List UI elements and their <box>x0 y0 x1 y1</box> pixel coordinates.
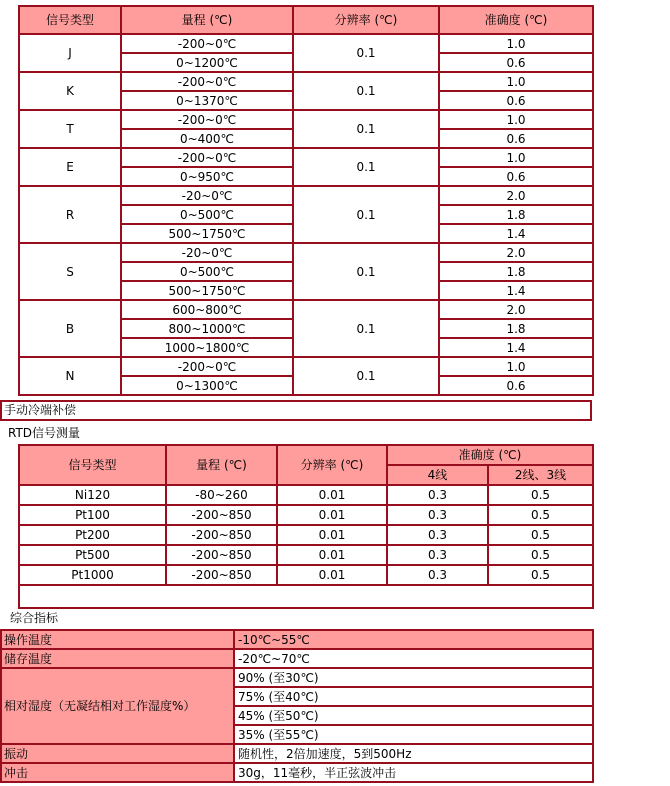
signal-type-cell: Pt200 <box>19 525 166 545</box>
resolution-cell: 0.1 <box>293 357 439 395</box>
range-cell: 500~1750℃ <box>121 224 293 243</box>
table-row <box>19 72 593 91</box>
spec-value-cell: 45% (至50℃) <box>234 706 593 725</box>
accuracy-4wire-cell: 0.3 <box>387 525 488 545</box>
table-header-row <box>19 6 593 34</box>
range-cell: -200~850 <box>166 525 277 545</box>
table-row <box>19 525 593 545</box>
accuracy-cell: 1.4 <box>439 281 593 300</box>
spec-value-cell: 随机性，2倍加速度，5到500Hz <box>234 744 593 763</box>
range-cell: 600~800℃ <box>121 300 293 319</box>
table-row <box>1 668 593 687</box>
accuracy-4wire-cell: 0.3 <box>387 505 488 525</box>
rtd-spec-table <box>18 444 594 609</box>
table-row <box>19 505 593 525</box>
accuracy-2-3wire-cell: 0.5 <box>488 565 593 585</box>
accuracy-cell: 1.8 <box>439 262 593 281</box>
accuracy-cell: 2.0 <box>439 243 593 262</box>
signal-type-cell: S <box>19 243 121 300</box>
range-cell: 0~1200℃ <box>121 53 293 72</box>
signal-type-cell: J <box>19 34 121 72</box>
accuracy-cell: 0.6 <box>439 91 593 110</box>
range-cell: -200~0℃ <box>121 72 293 91</box>
accuracy-cell: 1.0 <box>439 357 593 376</box>
range-cell: 0~950℃ <box>121 167 293 186</box>
table-row <box>1 649 593 668</box>
resolution-cell: 0.01 <box>277 485 387 505</box>
general-spec-table <box>0 629 594 783</box>
signal-type-cell: Pt500 <box>19 545 166 565</box>
accuracy-cell: 1.8 <box>439 205 593 224</box>
spec-label-cell: 冲击 <box>1 763 234 782</box>
table-row <box>1 744 593 763</box>
accuracy-cell: 1.0 <box>439 148 593 167</box>
manual-cjc-row: 手动冷端补偿 <box>0 400 592 421</box>
range-cell: 0~1300℃ <box>121 376 293 395</box>
signal-type-cell: B <box>19 300 121 357</box>
table-row <box>1 763 593 782</box>
accuracy-cell: 1.0 <box>439 34 593 53</box>
signal-type-cell: N <box>19 357 121 395</box>
resolution-cell: 0.1 <box>293 300 439 357</box>
range-cell: 0~500℃ <box>121 262 293 281</box>
signal-type-cell: T <box>19 110 121 148</box>
range-cell: -200~850 <box>166 545 277 565</box>
resolution-cell: 0.1 <box>293 148 439 186</box>
resolution-cell: 0.1 <box>293 186 439 243</box>
resolution-cell: 0.1 <box>293 110 439 148</box>
accuracy-2-3wire-cell: 0.5 <box>488 545 593 565</box>
table-row <box>19 148 593 167</box>
signal-type-cell: E <box>19 148 121 186</box>
table-header-row <box>19 445 593 465</box>
range-cell: -200~0℃ <box>121 110 293 129</box>
general-section-title: 综合指标 <box>10 611 59 625</box>
header-4wire: 4线 <box>387 465 488 485</box>
accuracy-cell: 1.0 <box>439 110 593 129</box>
header-accuracy: 准确度 (℃) <box>439 6 593 34</box>
empty-row <box>19 585 593 608</box>
table-row <box>1 630 593 649</box>
range-cell: -80~260 <box>166 485 277 505</box>
range-cell: -200~0℃ <box>121 357 293 376</box>
resolution-cell: 0.1 <box>293 243 439 300</box>
accuracy-2-3wire-cell: 0.5 <box>488 525 593 545</box>
accuracy-cell: 0.6 <box>439 129 593 148</box>
table-row <box>19 485 593 505</box>
accuracy-2-3wire-cell: 0.5 <box>488 485 593 505</box>
header-resolution: 分辨率 (℃) <box>277 445 387 485</box>
signal-type-cell: Ni120 <box>19 485 166 505</box>
range-cell: -20~0℃ <box>121 186 293 205</box>
spec-value-cell: 35% (至55℃) <box>234 725 593 744</box>
header-signal-type: 信号类型 <box>19 445 166 485</box>
signal-type-cell: Pt100 <box>19 505 166 525</box>
spec-value-cell: 75% (至40℃) <box>234 687 593 706</box>
header-range: 量程 (℃) <box>166 445 277 485</box>
signal-type-cell: K <box>19 72 121 110</box>
table-row <box>19 34 593 53</box>
range-cell: -200~850 <box>166 565 277 585</box>
spec-label-cell: 相对湿度（无凝结相对工作湿度%） <box>1 668 234 744</box>
table-row <box>19 300 593 319</box>
spec-value-cell: 90% (至30℃) <box>234 668 593 687</box>
signal-type-cell: Pt1000 <box>19 565 166 585</box>
range-cell: -200~850 <box>166 505 277 525</box>
resolution-cell: 0.1 <box>293 72 439 110</box>
range-cell: 0~500℃ <box>121 205 293 224</box>
rtd-section-title: RTD信号测量 <box>8 426 81 440</box>
spec-value-cell: -20℃~70℃ <box>234 649 593 668</box>
accuracy-cell: 2.0 <box>439 300 593 319</box>
spec-label-cell: 操作温度 <box>1 630 234 649</box>
table-row <box>19 565 593 585</box>
empty-cell <box>19 585 593 608</box>
resolution-cell: 0.01 <box>277 525 387 545</box>
range-cell: 0~400℃ <box>121 129 293 148</box>
spec-label-cell: 振动 <box>1 744 234 763</box>
accuracy-cell: 2.0 <box>439 186 593 205</box>
accuracy-4wire-cell: 0.3 <box>387 485 488 505</box>
header-accuracy: 准确度 (℃) <box>387 445 593 465</box>
range-cell: -200~0℃ <box>121 34 293 53</box>
range-cell: -200~0℃ <box>121 148 293 167</box>
resolution-cell: 0.1 <box>293 34 439 72</box>
resolution-cell: 0.01 <box>277 545 387 565</box>
table-row <box>19 545 593 565</box>
header-signal-type: 信号类型 <box>19 6 121 34</box>
table-row <box>19 186 593 205</box>
accuracy-cell: 0.6 <box>439 167 593 186</box>
signal-type-cell: R <box>19 186 121 243</box>
accuracy-cell: 1.0 <box>439 72 593 91</box>
resolution-cell: 0.01 <box>277 565 387 585</box>
spec-value-cell: -10℃~55℃ <box>234 630 593 649</box>
resolution-cell: 0.01 <box>277 505 387 525</box>
range-cell: -20~0℃ <box>121 243 293 262</box>
spec-value-cell: 30g，11毫秒，半正弦波冲击 <box>234 763 593 782</box>
accuracy-cell: 0.6 <box>439 53 593 72</box>
accuracy-cell: 0.6 <box>439 376 593 395</box>
header-2-3wire: 2线、3线 <box>488 465 593 485</box>
accuracy-2-3wire-cell: 0.5 <box>488 505 593 525</box>
table-row <box>19 243 593 262</box>
table-row <box>19 357 593 376</box>
accuracy-cell: 1.8 <box>439 319 593 338</box>
range-cell: 500~1750℃ <box>121 281 293 300</box>
range-cell: 800~1000℃ <box>121 319 293 338</box>
table-row <box>19 110 593 129</box>
accuracy-cell: 1.4 <box>439 224 593 243</box>
accuracy-4wire-cell: 0.3 <box>387 565 488 585</box>
thermocouple-spec-table <box>18 5 594 396</box>
header-resolution: 分辨率 (℃) <box>293 6 439 34</box>
accuracy-4wire-cell: 0.3 <box>387 545 488 565</box>
header-range: 量程 (℃) <box>121 6 293 34</box>
accuracy-cell: 1.4 <box>439 338 593 357</box>
range-cell: 0~1370℃ <box>121 91 293 110</box>
spec-label-cell: 储存温度 <box>1 649 234 668</box>
range-cell: 1000~1800℃ <box>121 338 293 357</box>
